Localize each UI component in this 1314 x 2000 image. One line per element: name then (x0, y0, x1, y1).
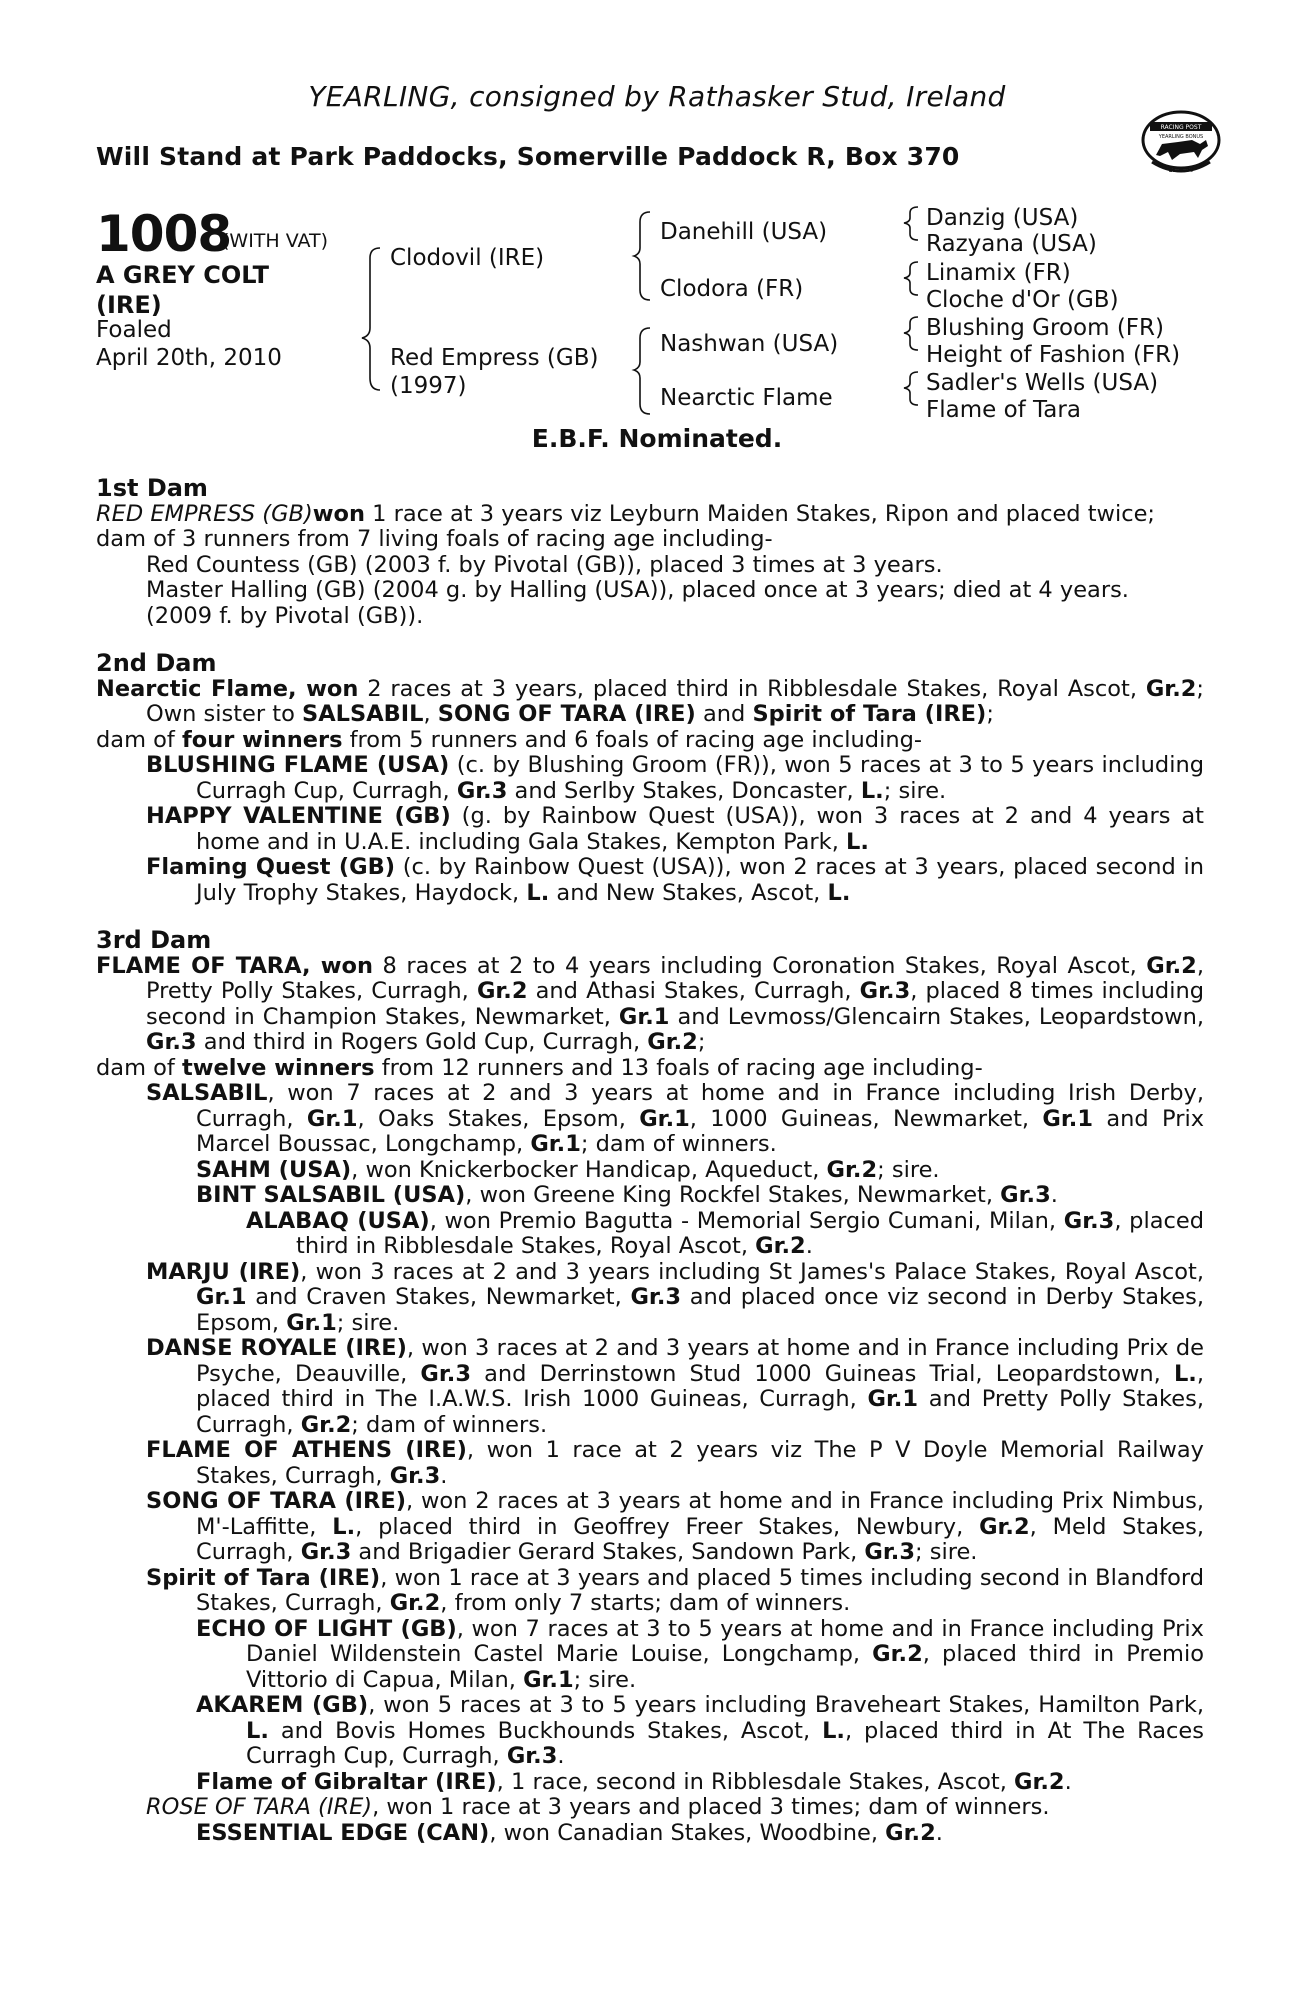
third-dam-record: FLAME OF TARA, won 8 races at 2 to 4 years including Coronation Stakes, Royal Ascot, Gr.2, Pretty Polly Stakes, Curragh, Gr.2 and Athasi Stakes, Curragh, Gr.3, placed 8 times including second in Champion Stakes, Newmarket, Gr.1 and Levmoss/Glencairn Stakes, Leopardstown, Gr.3 and third in Rogers Gold Cup, Curragh, Gr.2; (96, 952, 1205, 1055)
first-dam-produce-intro: dam of 3 runners from 7 living foals of racing age including- (96, 526, 773, 552)
foaled-date: April 20th, 2010 (96, 345, 282, 371)
sire-sire: Danehill (USA) (660, 219, 828, 245)
produce-item: Flaming Quest (GB) (c. by Rainbow Quest (USA)), won 2 races at 3 years, placed second in July Trophy Stakes, Haydock, L. and New Stakes, Ascot, L. (146, 854, 1205, 906)
produce-item: SONG OF TARA (IRE), won 2 races at 3 years at home and in France including Prix Nimbus, M'-Laffitte, L., placed third in Geoffrey Freer Stakes, Newbury, Gr.2, Meld Stakes, Curragh, Gr.3 and Brigadier Gerard Stakes, Sandown Park, Gr.3; sire. (146, 1488, 1205, 1565)
first-dam-record: RED EMPRESS (GB)won 1 race at 3 years viz Leyburn Maiden Stakes, Ripon and placed twice; (96, 500, 1155, 527)
lot-country: (IRE) (96, 291, 162, 319)
second-dam-produce-intro: dam of four winners from 5 runners and 6 foals of racing age including- (96, 726, 922, 753)
foaled-label: Foaled (96, 317, 172, 343)
produce-item: FLAME OF ATHENS (IRE), won 1 race at 2 years viz The P V Doyle Memorial Railway Stakes, Curragh, Gr.3. (146, 1437, 1204, 1489)
dam-sire: Nashwan (USA) (660, 331, 839, 357)
sire: Clodovil (IRE) (390, 245, 545, 271)
produce-item: (2009 f. by Pivotal (GB)). (146, 602, 424, 629)
produce-item: ALABAQ (USA), won Premio Bagutta - Memorial Sergio Cumani, Milan, Gr.3, placed third in Ribblesdale Stakes, Royal Ascot, Gr.2. (246, 1207, 1204, 1259)
produce-item: SAHM (USA), won Knickerbocker Handicap, Aqueduct, Gr.2; sire. (196, 1156, 940, 1183)
badge-mid-text: YEARLING BONUS (1158, 134, 1204, 140)
produce-item: BLUSHING FLAME (USA) (c. by Blushing Groom (FR)), won 5 races at 3 to 5 years including Curragh Cup, Curragh, Gr.3 and Serlby Stakes, Doncaster, L.; sire. (146, 752, 1204, 804)
produce-item: Master Halling (GB) (2004 g. by Halling (USA)), placed once at 3 years; died at 4 years. (146, 577, 1129, 603)
produce-item: ESSENTIAL EDGE (CAN), won Canadian Stakes, Woodbine, Gr.2. (196, 1819, 943, 1846)
produce-item: BINT SALSABIL (USA), won Greene King Rockfel Stakes, Newmarket, Gr.3. (196, 1182, 1058, 1208)
produce-item: Spirit of Tara (IRE), won 1 race at 3 years and placed 5 times including second in Blandford Stakes, Curragh, Gr.2, from only 7 starts; dam of winners. (146, 1564, 1204, 1616)
grandsire-2: Razyana (USA) (926, 231, 1097, 257)
dam-dam: Nearctic Flame (660, 385, 833, 411)
produce-item: Red Countess (GB) (2003 f. by Pivotal (GB)), placed 3 times at 3 years. (146, 551, 943, 578)
grandsire-3: Linamix (FR) (926, 260, 1071, 286)
third-dam-produce-intro: dam of twelve winners from 12 runners and 13 foals of racing age including- (96, 1054, 983, 1081)
first-dam-heading: 1st Dam (96, 474, 208, 502)
badge-top-text: RACING POST (1160, 124, 1202, 131)
dam-year: (1997) (390, 373, 467, 399)
second-dam-record: Nearctic Flame, won 2 races at 3 years, placed third in Ribblesdale Stakes, Royal Ascot, Gr.2; Own sister to SALSABIL, SONG OF TARA (IRE) and Spirit of Tara (IRE); (96, 675, 1204, 727)
produce-item: MARJU (IRE), won 3 races at 2 and 3 years including St James's Palace Stakes, Royal Ascot, Gr.1 and Craven Stakes, Newmarket, Gr.3 and placed once viz second in Derby Stakes, Epsom, Gr.1; sire. (146, 1258, 1204, 1336)
produce-item: HAPPY VALENTINE (GB) (g. by Rainbow Quest (USA)), won 3 races at 2 and 4 years at home and in U.A.E. including Gala Stakes, Kempton Park, L. (146, 803, 1204, 855)
grandsire-1: Danzig (USA) (926, 205, 1079, 231)
badge-bottom-text: £10,000 (1168, 167, 1194, 174)
grandsire-4: Cloche d'Or (GB) (926, 287, 1119, 313)
vat-note: (WITH VAT) (222, 230, 329, 252)
grandsire-5: Blushing Groom (FR) (926, 315, 1164, 341)
grandsire-7: Sadler's Wells (USA) (926, 370, 1159, 396)
grandsire-8: Flame of Tara (926, 397, 1081, 423)
second-dam-heading: 2nd Dam (96, 649, 217, 677)
sire-dam: Clodora (FR) (660, 276, 804, 302)
lot-sex: A GREY COLT (96, 261, 269, 289)
consignment-line: YEARLING, consigned by Rathasker Stud, Ireland (308, 80, 1006, 113)
grandsire-6: Height of Fashion (FR) (926, 342, 1181, 368)
produce-item: DANSE ROYALE (IRE), won 3 races at 2 and 3 years at home and in France including Prix de Psyche, Deauville, Gr.3 and Derrinstown Stud 1000 Guineas Trial, Leopardstown, L., placed third in The I.A.W.S. Irish 1000 Guineas, Curragh, Gr.1 and Pretty Polly Stakes, Curragh, Gr.2; dam of winners. (146, 1335, 1205, 1438)
dam: Red Empress (GB) (390, 345, 599, 371)
produce-item: ECHO OF LIGHT (GB), won 7 races at 3 to 5 years at home and in France including Prix Daniel Wildenstein Castel Marie Louise, Longchamp, Gr.2, placed third in Premio Vittorio di Capua, Milan, Gr.1; sire. (196, 1615, 1204, 1693)
third-dam-heading: 3rd Dam (96, 926, 212, 954)
stand-location: Will Stand at Park Paddocks, Somerville Paddock R, Box 370 (96, 142, 960, 171)
produce-item: AKAREM (GB), won 5 races at 3 to 5 years including Braveheart Stakes, Hamilton Park, L. and Bovis Homes Buckhounds Stakes, Ascot, L., placed third in At The Races Curragh Cup, Curragh, Gr.3. (196, 1692, 1204, 1769)
produce-item: SALSABIL, won 7 races at 2 and 3 years at home and in France including Irish Derby, Curragh, Gr.1, Oaks Stakes, Epsom, Gr.1, 1000 Guineas, Newmarket, Gr.1 and Prix Marcel Boussac, Longchamp, Gr.1; dam of winners. (146, 1080, 1205, 1157)
produce-item: Flame of Gibraltar (IRE), 1 race, second in Ribblesdale Stakes, Ascot, Gr.2. (196, 1768, 1072, 1795)
ebf-nominated: E.B.F. Nominated. (531, 424, 783, 453)
produce-item: ROSE OF TARA (IRE), won 1 race at 3 years and placed 3 times; dam of winners. (146, 1794, 1050, 1820)
lot-number: 1008 (96, 205, 232, 263)
catalogue-body (96, 476, 1204, 1846)
